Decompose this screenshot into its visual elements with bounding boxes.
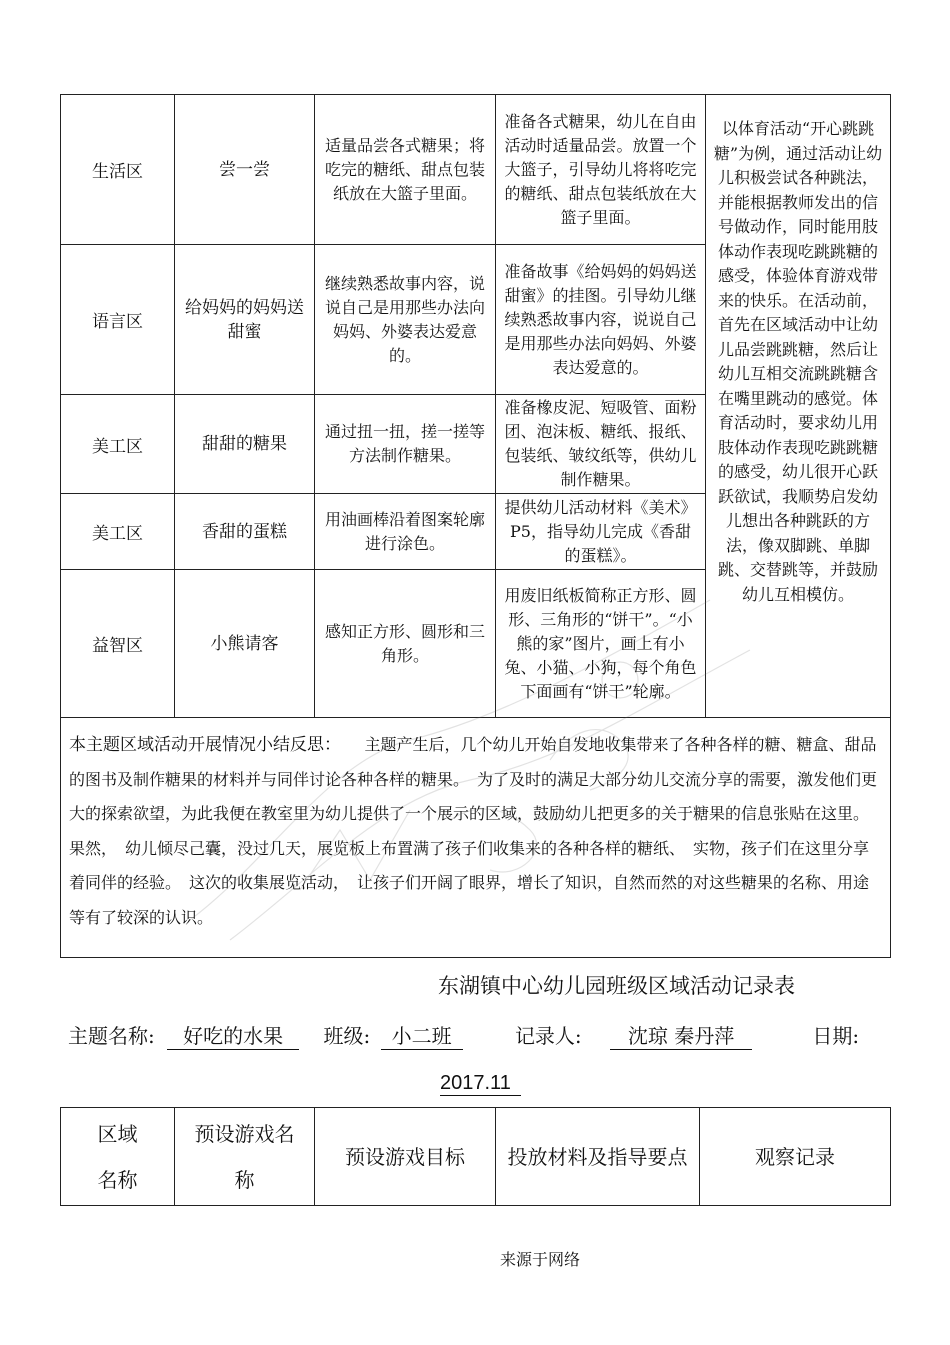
area-cell: 益智区 (61, 570, 175, 718)
header-material: 投放材料及指导要点 (496, 1108, 700, 1206)
goal-cell: 适量品尝各式糖果；将吃完的糖纸、甜点包装纸放在大篮子里面。 (315, 95, 496, 245)
material-cell: 用废旧纸板简称正方形、圆形、三角形的“饼干”。“小熊的家”图片，画上有小兔、小猫、小狗，每个角色下面画有“饼干”轮廓。 (496, 570, 706, 718)
record-meta-line (68, 1020, 888, 1050)
page-title: 东湖镇中心幼儿园班级区域活动记录表 (438, 974, 795, 998)
table-header-row (61, 1108, 891, 1206)
header-observation: 观察记录 (700, 1108, 891, 1206)
goal-cell: 用油画棒沿着图案轮廓进行涂色。 (315, 494, 496, 570)
summary-label: 本主题区域活动开展情况小结反思： (69, 735, 333, 755)
area-cell: 美工区 (61, 494, 175, 570)
goal-cell: 感知正方形、圆形和三角形。 (315, 570, 496, 718)
material-cell: 提供幼儿活动材料《美术》P5，指导幼儿完成《香甜的蛋糕》。 (496, 494, 706, 570)
game-cell: 尝一尝 (175, 95, 315, 245)
goal-cell: 继续熟悉故事内容，说说自己是用那些办法向妈妈、外婆表达爱意的。 (315, 245, 496, 395)
material-cell: 准备橡皮泥、短吸管、面粉团、泡沫板、糖纸、报纸、包装纸、皱纹纸等，供幼儿制作糖果。 (496, 395, 706, 494)
class-value: 小二班 (381, 1020, 463, 1050)
game-cell: 甜甜的糖果 (175, 395, 315, 494)
recorder-value: 沈琼 秦丹萍 (610, 1020, 752, 1050)
activity-table-header (60, 1107, 891, 1206)
summary-row (61, 718, 891, 958)
goal-cell: 通过扭一扭，搓一搓等方法制作糖果。 (315, 395, 496, 494)
theme-value: 好吃的水果 (167, 1020, 299, 1050)
summary-cell (61, 718, 891, 958)
area-cell: 美工区 (61, 395, 175, 494)
area-cell: 生活区 (61, 95, 175, 245)
recorder-label: 记录人: (514, 1024, 582, 1048)
header-game: 预设游戏名称 (175, 1108, 315, 1206)
date-value: 2017.11 (440, 1072, 521, 1096)
source-footer: 来源于网络 (500, 1250, 581, 1269)
summary-text: 主题产生后，几个幼儿开始自发地收集带来了各种各样的糖、糖盒、甜品的图书及制作糖果的材料并与同伴讨论各种各样的糖果。 为了及时的满足大部分幼儿交流分享的需要，激发他们更大的探索欲望，为此我便在教室里为幼儿提供了一个展示的区域，鼓励幼儿把更多的关于糖果的信息张贴在这里。果然， 幼儿倾尽己囊，没过几天，展览板上布置满了孩子们收集来的各种各样的糖纸、 实物，孩子们在这里分享着同伴的经验。 这次的收集展览活动， 让孩子们开阔了眼界，增长了知识，自然而然的对这些糖果的名称、用途等有了较深的认识。 (69, 735, 878, 927)
table-row (61, 95, 891, 245)
date-label: 日期: (812, 1024, 860, 1048)
game-cell: 小熊请客 (175, 570, 315, 718)
game-cell: 香甜的蛋糕 (175, 494, 315, 570)
header-area: 区域名称 (61, 1108, 175, 1206)
theme-label: 主题名称: (68, 1024, 155, 1048)
material-cell: 准备故事《给妈妈的妈妈送甜蜜》的挂图。引导幼儿继续熟悉故事内容，说说自己是用那些办法向妈妈、外婆表达爱意的。 (496, 245, 706, 395)
activity-table-top (60, 94, 891, 958)
class-label: 班级: (323, 1024, 371, 1048)
area-cell: 语言区 (61, 245, 175, 395)
header-goal: 预设游戏目标 (315, 1108, 496, 1206)
game-cell: 给妈妈的妈妈送甜蜜 (175, 245, 315, 395)
summary-paragraph (69, 728, 882, 935)
material-cell: 准备各式糖果，幼儿在自由活动时适量品尝。放置一个大篮子，引导幼儿将将吃完的糖纸、甜点包装纸放在大篮子里面。 (496, 95, 706, 245)
observation-cell: 以体育活动“开心跳跳糖”为例，通过活动让幼儿积极尝试各种跳法，并能根据教师发出的信号做动作，同时能用肢体动作表现吃跳跳糖的感受，体验体育游戏带来的快乐。在活动前，首先在区域活动中让幼儿品尝跳跳糖，然后让幼儿互相交流跳跳糖含在嘴里跳动的感觉。体育活动时，要求幼儿用肢体动作表现吃跳跳糖的感受，幼儿很开心跃跃欲试，我顺势启发幼儿想出各种跳跃的方法，像双脚跳、单脚跳、交替跳等，并鼓励幼儿互相模仿。 (706, 95, 891, 718)
